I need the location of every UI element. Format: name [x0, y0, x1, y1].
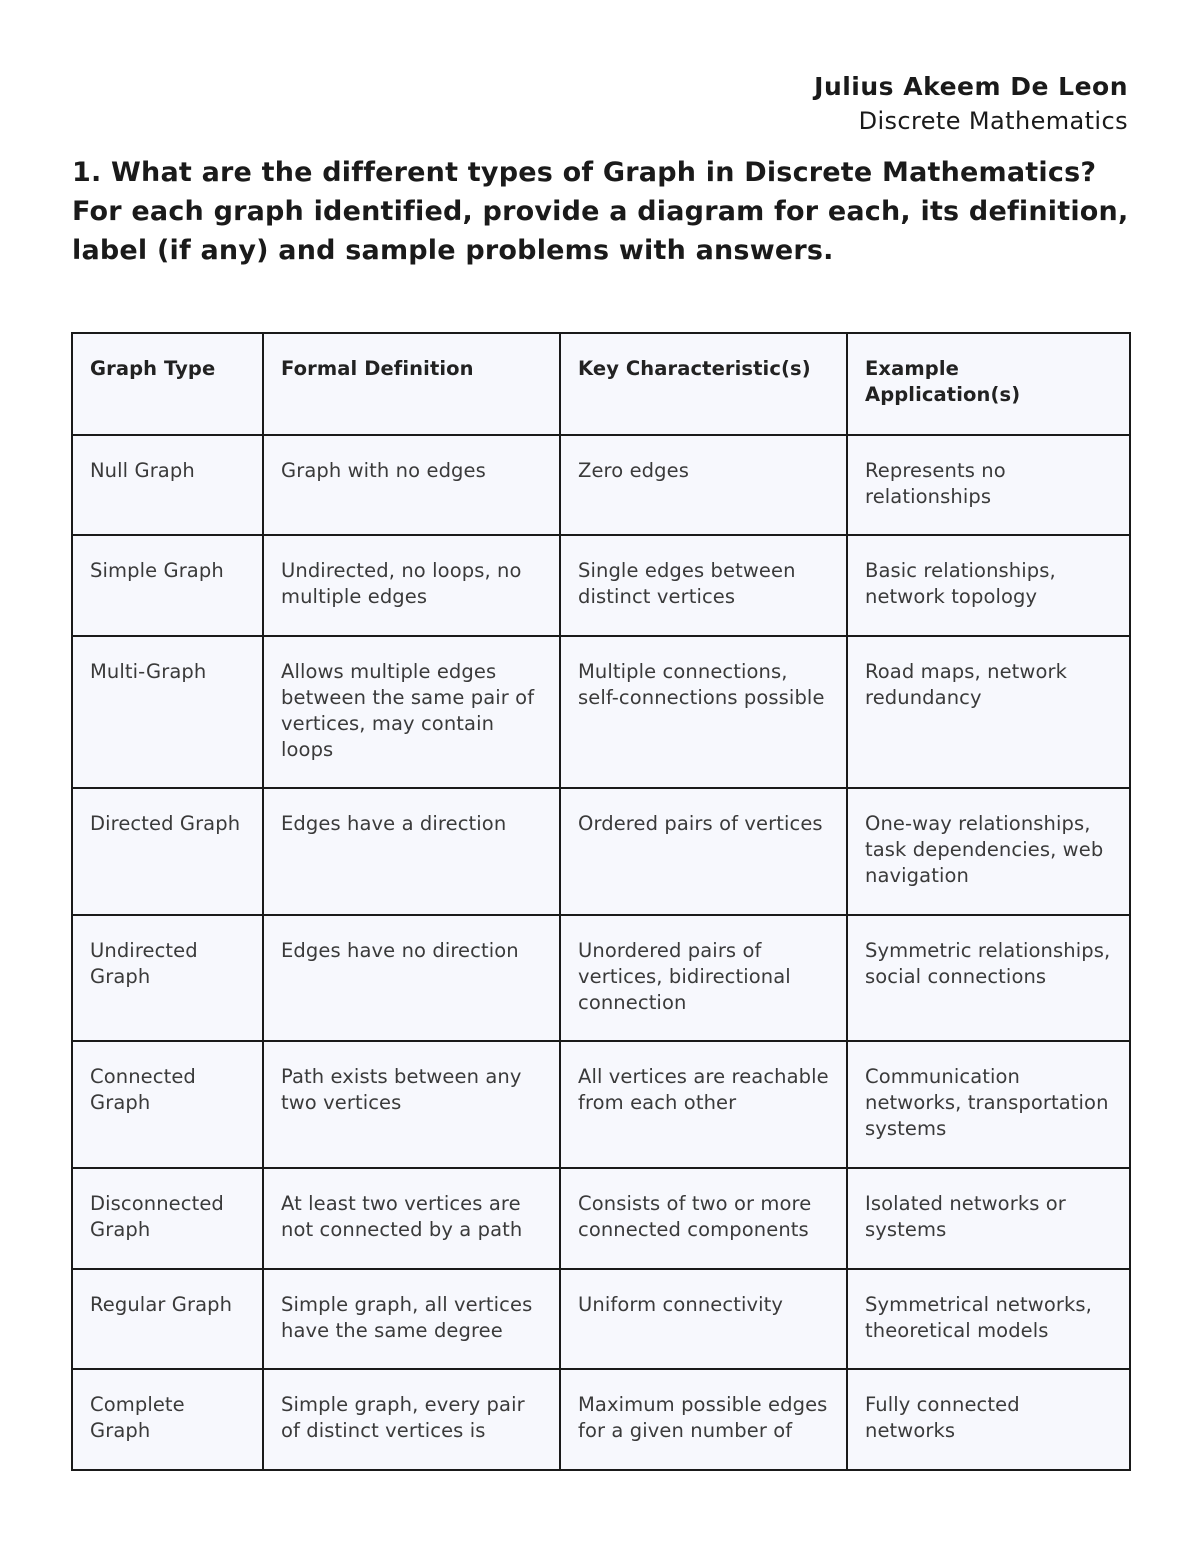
column-header: Example Application(s) — [847, 333, 1130, 435]
column-header: Graph Type — [72, 333, 263, 435]
table-row — [72, 788, 1130, 915]
table-cell: Edges have a direction — [263, 788, 560, 915]
table-cell: Regular Graph — [72, 1269, 263, 1369]
table-cell: Communication networks, transportation systems — [847, 1041, 1130, 1168]
table-cell: Uniform connectivity — [560, 1269, 847, 1369]
table-cell: Basic relationships, network topology — [847, 535, 1130, 636]
table-cell: Fully connected networks — [847, 1369, 1130, 1470]
table-row — [72, 915, 1130, 1041]
table-cell: Simple graph, all vertices have the same degree — [263, 1269, 560, 1369]
course-name: Discrete Mathematics — [858, 107, 1128, 135]
table-cell: Directed Graph — [72, 788, 263, 915]
table-cell: Ordered pairs of vertices — [560, 788, 847, 915]
question-heading: 1. What are the different types of Graph in Discrete Mathematics? For each graph identified, provide a diagram for each, its definition, label (if any) and sample problems with answers. — [72, 157, 1129, 266]
table-cell: Disconnected Graph — [72, 1168, 263, 1269]
table-cell: Undirected, no loops, no multiple edges — [263, 535, 560, 636]
table-cell: Consists of two or more connected components — [560, 1168, 847, 1269]
table-cell: Connected Graph — [72, 1041, 263, 1168]
table-row — [72, 535, 1130, 636]
table-cell: Maximum possible edges for a given number of — [560, 1369, 847, 1470]
table-cell: Multi-Graph — [72, 636, 263, 788]
table-cell: At least two vertices are not connected by a path — [263, 1168, 560, 1269]
table-cell: Road maps, network redundancy — [847, 636, 1130, 788]
table-cell: Undirected Graph — [72, 915, 263, 1041]
table-cell: Symmetric relationships, social connections — [847, 915, 1130, 1041]
table-cell: Zero edges — [560, 435, 847, 535]
table-cell: Symmetrical networks, theoretical models — [847, 1269, 1130, 1369]
table-cell: Allows multiple edges between the same pair of vertices, may contain loops — [263, 636, 560, 788]
table-cell: Single edges between distinct vertices — [560, 535, 847, 636]
table-cell: Simple graph, every pair of distinct vertices is — [263, 1369, 560, 1470]
table-cell: Path exists between any two vertices — [263, 1041, 560, 1168]
table-header-row — [72, 333, 1130, 435]
table-cell: All vertices are reachable from each other — [560, 1041, 847, 1168]
table-cell: Simple Graph — [72, 535, 263, 636]
table-cell: Unordered pairs of vertices, bidirectional connection — [560, 915, 847, 1041]
table-row — [72, 636, 1130, 788]
graph-types-table — [71, 332, 1131, 1471]
table-cell: Represents no relationships — [847, 435, 1130, 535]
table-cell: One-way relationships, task dependencies, web navigation — [847, 788, 1130, 915]
document-header — [814, 70, 1128, 138]
table-row — [72, 1269, 1130, 1369]
table-cell: Multiple connections, self-connections possible — [560, 636, 847, 788]
table-cell: Complete Graph — [72, 1369, 263, 1470]
table-cell: Edges have no direction — [263, 915, 560, 1041]
table-cell: Isolated networks or systems — [847, 1168, 1130, 1269]
column-header: Key Characteristic(s) — [560, 333, 847, 435]
table-row — [72, 1041, 1130, 1168]
author-name: Julius Akeem De Leon — [814, 72, 1128, 101]
table-cell: Graph with no edges — [263, 435, 560, 535]
table-row — [72, 1369, 1130, 1470]
column-header: Formal Definition — [263, 333, 560, 435]
table-row — [72, 1168, 1130, 1269]
table-cell: Null Graph — [72, 435, 263, 535]
table-row — [72, 435, 1130, 535]
